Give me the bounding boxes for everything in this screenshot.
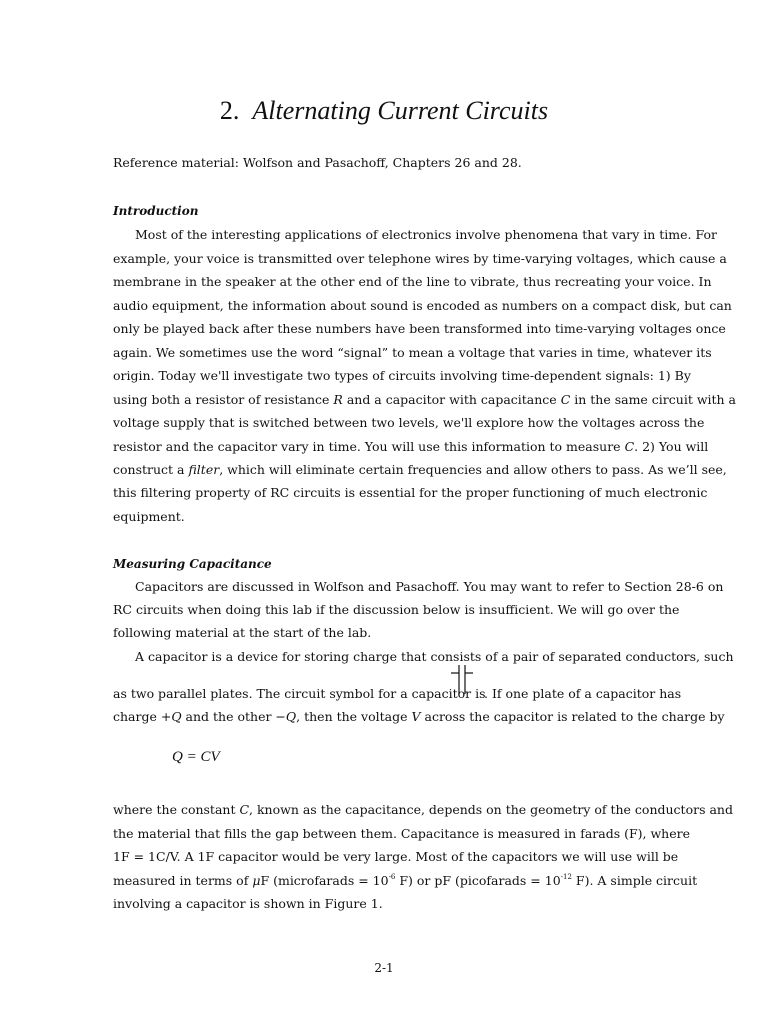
intro-line-9: voltage supply that is switched between two levels, we'll explore how the voltages across the (113, 415, 705, 430)
capacitance-equation: Q = CV (172, 749, 220, 765)
measuring-p3-line-4 (113, 873, 698, 889)
exponent-pico: -12 (560, 873, 572, 881)
capacitance-symbol: C (560, 392, 571, 407)
intro-line-1: Most of the interesting applications of electronics involve phenomena that vary in time. For (135, 227, 717, 242)
page-number: 2-1 (374, 961, 394, 975)
measuring-p1-line-1: Capacitors are discussed in Wolfson and Pasachoff. You may want to refer to Section 28-6 on (135, 579, 724, 594)
measuring-p2-line-1: A capacitor is a device for storing charge that consists of a pair of separated conductors, such (135, 649, 734, 664)
intro-line-4: audio equipment, the information about sound is encoded as numbers on a compact disk, but can (113, 298, 732, 313)
p2-line-3-a: charge + (113, 709, 172, 724)
measuring-p1-line-3: following material at the start of the lab. (113, 625, 372, 640)
measuring-p3-line-2: the material that fills the gap between them. Capacitance is measured in farads (F), where (113, 826, 690, 841)
p2-line-3-c: , then the voltage (296, 709, 412, 724)
intro-line-5: only be played back after these numbers have been transformed into time-varying voltages once (113, 321, 726, 336)
intro-line-8 (113, 392, 737, 408)
intro-line-8-b: and a capacitor with capacitance (342, 392, 561, 407)
intro-line-11 (113, 462, 727, 478)
reference-line: Reference material: Wolfson and Pasachoff, Chapters 26 and 28. (113, 155, 522, 170)
intro-line-10-b: . 2) You will (634, 439, 709, 454)
page-title (0, 96, 768, 126)
p3-line-4-b: F (microfarads = 10 (260, 873, 389, 888)
measuring-heading: Measuring Capacitance (113, 557, 272, 571)
voltage-symbol: V (411, 709, 421, 724)
capacitance-symbol: C (239, 802, 250, 817)
mu-symbol: μ (252, 873, 261, 888)
intro-line-2: example, your voice is transmitted over telephone wires by time-varying voltages, which cause a (113, 251, 727, 266)
p3-line-1-b: , known as the capacitance, depends on the geometry of the conductors and (249, 802, 733, 817)
measuring-p2-line-3 (113, 709, 725, 725)
measuring-p3-line-3: 1F = 1C/V. A 1F capacitor would be very large. Most of the capacitors we will use will be (113, 849, 679, 864)
intro-line-11-a: construct a (113, 462, 189, 477)
charge-symbol: Q (171, 709, 182, 724)
exponent-micro: -6 (388, 873, 396, 881)
resistance-symbol: R (333, 392, 343, 407)
intro-line-10-a: resistor and the capacitor vary in time. You will use this information to measure (113, 439, 625, 454)
capacitance-symbol: C (624, 439, 635, 454)
title-number: 2. (219, 96, 240, 125)
p3-line-4-a: measured in terms of (113, 873, 253, 888)
charge-symbol: Q (285, 709, 297, 724)
title-text: Alternating Current Circuits (252, 96, 549, 125)
p2-line-3-d: across the capacitor is related to the charge by (420, 709, 725, 724)
intro-line-3: membrane in the speaker at the other end of the line to vibrate, thus recreating your voice. In (113, 274, 712, 289)
filter-word: filter (188, 462, 220, 477)
measuring-p3-line-1 (113, 802, 733, 818)
intro-line-13: equipment. (113, 509, 185, 524)
p3-line-4-c: F) or pF (picofarads = 10 (395, 873, 561, 888)
intro-line-11-b: , which will eliminate certain frequencies and allow others to pass. As we’ll see, (219, 462, 727, 477)
p3-line-1-a: where the constant (113, 802, 240, 817)
capacitor-symbol-icon (449, 662, 477, 696)
intro-line-10 (113, 439, 709, 455)
intro-line-8-d: in the same circuit with a (570, 392, 737, 407)
intro-line-6: again. We sometimes use the word “signal” to mean a voltage that varies in time, whatever its (113, 345, 712, 360)
measuring-p2-line-2-a: as two parallel plates. The circuit symbol for a capacitor is (113, 686, 486, 701)
p2-line-3-b: and the other − (181, 709, 286, 724)
measuring-p3-line-5: involving a capacitor is shown in Figure 1. (113, 896, 383, 911)
measuring-p2-line-2-b: . If one plate of a capacitor has (484, 686, 682, 701)
introduction-heading: Introduction (113, 204, 199, 218)
p3-line-4-d: F). A simple circuit (571, 873, 698, 888)
measuring-p1-line-2: RC circuits when doing this lab if the discussion below is insufficient. We will go over the (113, 602, 680, 617)
intro-line-12: this filtering property of RC circuits is essential for the proper functioning of much electronic (113, 485, 708, 500)
intro-line-7: origin. Today we'll investigate two types of circuits involving time-dependent signals: 1) By (113, 368, 691, 383)
intro-line-8-a: using both a resistor of resistance (113, 392, 334, 407)
